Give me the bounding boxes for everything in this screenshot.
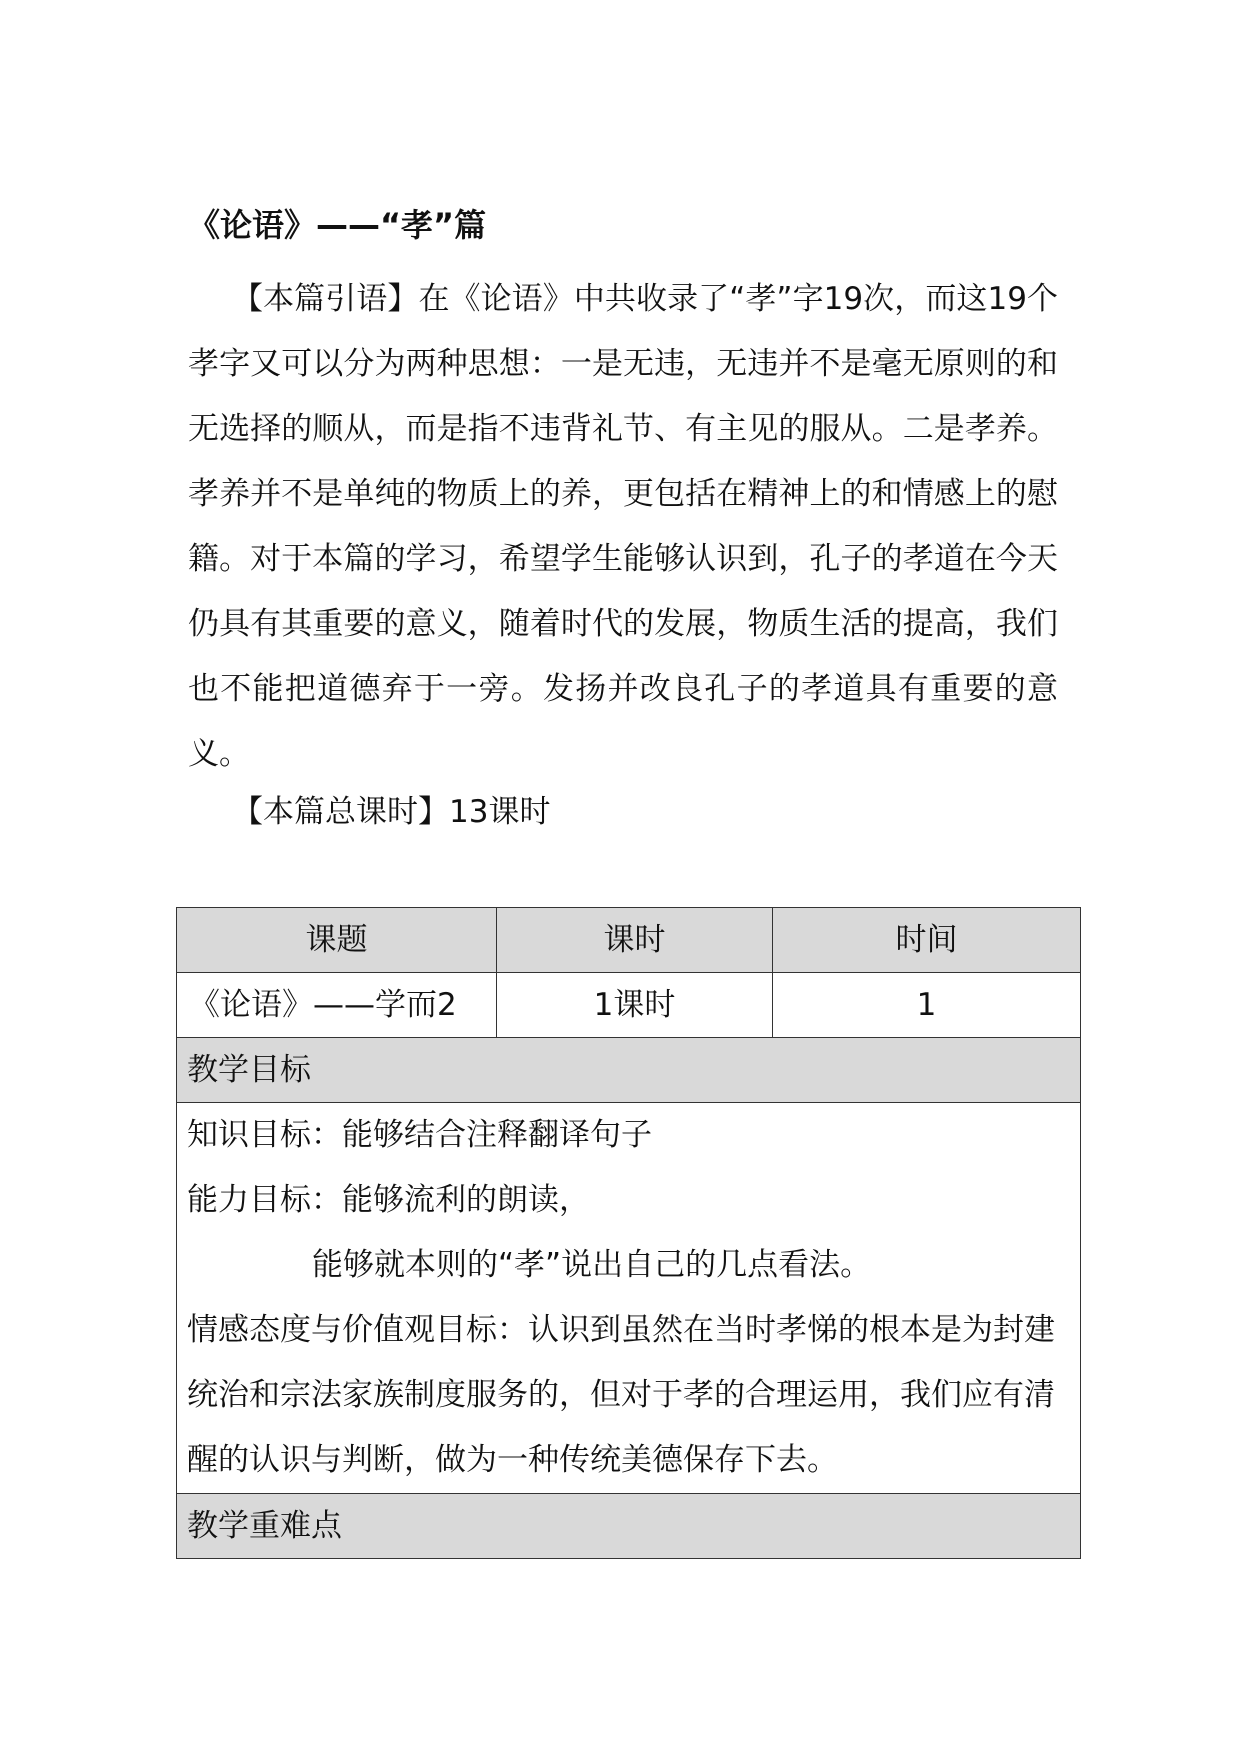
cell-hours: 1课时 — [497, 973, 773, 1038]
goals-cell — [177, 1103, 1081, 1494]
intro-paragraph: 【本篇引语】在《论语》中共收录了“孝”字19次，而这19个孝字又可以分为两种思想：一是无违，无违并不是毫无原则的和无选择的顺从，而是指不违背礼节、有主见的服从。二是孝养。孝养并不是单纯的物质上的养，更包括在精神上的和情感上的慰籍。对于本篇的学习，希望学生能够认识到，孔子的孝道在今天仍具有其重要的意义，随着时代的发展，物质生活的提高，我们也不能把道德弃于一旁。发扬并改良孔子的孝道具有重要的意义。 — [188, 281, 1058, 772]
lesson-plan-table — [176, 907, 1081, 1559]
header-hours: 课时 — [497, 908, 773, 973]
ability-goal: 能力目标：能够流利的朗读， — [187, 1182, 590, 1218]
knowledge-goal: 知识目标：能够结合注释翻译句子 — [187, 1117, 652, 1153]
goals-row — [177, 1103, 1081, 1494]
section-title-keypoints: 教学重难点 — [177, 1494, 1081, 1559]
header-time: 时间 — [773, 908, 1081, 973]
header-topic: 课题 — [177, 908, 497, 973]
ability-goal-continued: 能够就本则的“孝”说出自己的几点看法。 — [312, 1247, 872, 1283]
emotion-goal: 情感态度与价值观目标：认识到虽然在当时孝悌的根本是为封建统治和宗法家族制度服务的，但对于孝的合理运用，我们应有清醒的认识与判断，做为一种传统美德保存下去。 — [187, 1312, 1055, 1478]
document-title: 《论语》——“孝”篇 — [188, 206, 487, 244]
section-row-goals — [177, 1038, 1081, 1103]
table-row — [177, 973, 1081, 1038]
section-title-goals: 教学目标 — [177, 1038, 1081, 1103]
cell-topic: 《论语》——学而2 — [177, 973, 497, 1038]
section-row-keypoints — [177, 1494, 1081, 1559]
cell-time: 1 — [773, 973, 1081, 1038]
table-header-row — [177, 908, 1081, 973]
total-hours-line: 【本篇总课时】13课时 — [232, 794, 551, 830]
